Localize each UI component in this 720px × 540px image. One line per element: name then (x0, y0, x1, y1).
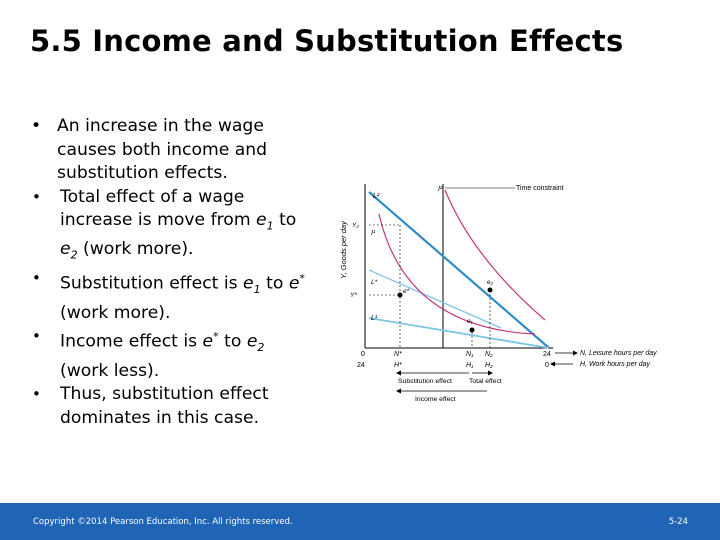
sym-e: e (202, 331, 214, 352)
sub-bullet-text: (work more). (77, 238, 194, 259)
sym-sup: * (299, 271, 305, 285)
subst-arrow-left-icon (396, 371, 401, 376)
bullet-dot-icon: • (32, 327, 41, 346)
sym-sub: 2 (257, 341, 265, 355)
sym-e: e (243, 273, 254, 294)
sub-bullet-text: Total effect of a wage increase is move from (60, 186, 257, 230)
budget-line-L2 (369, 192, 549, 348)
sub-bullet-2 (26, 267, 316, 325)
bullet-dot-icon: • (32, 268, 41, 287)
sub-bullet-4 (26, 383, 316, 430)
income-arrow-left-icon (396, 389, 401, 394)
budget-line-Lstar (369, 270, 501, 328)
bullet-dot-icon: • (32, 385, 41, 404)
bullet-dot-icon: • (32, 187, 41, 206)
slide-title: 5.5 Income and Substitution Effects (30, 24, 624, 58)
sub-bullet-3 (26, 325, 316, 383)
tick-H1: H₁ (466, 362, 474, 369)
label-I2: I² (438, 186, 443, 193)
bullet-dot-icon: • (31, 116, 42, 136)
sym-e: e (246, 331, 258, 352)
total-arrow-right-icon (488, 371, 493, 376)
sym-sup: * (213, 330, 219, 344)
label-Lstar: L* (371, 279, 378, 286)
tick-H2: H₂ (485, 362, 493, 369)
sub-bullet-text: to (218, 331, 247, 352)
sym-sub: 1 (266, 219, 274, 233)
x-axis-label-N: N, Leisure hours per day (580, 350, 657, 357)
tick-N1: N₁ (466, 351, 474, 358)
sym-e: e (60, 238, 71, 259)
sub-bullet-text: Thus, substitution effect dominates in this case. (60, 384, 269, 428)
total-effect-label: Total effect (469, 378, 502, 385)
main-bullet-text: An increase in the wage causes both income and substitution effects. (57, 116, 268, 183)
sub-bullet-1 (26, 186, 316, 267)
tick-0-h: 0 (545, 362, 549, 369)
y-axis-label: Y, Goods per day (339, 221, 348, 279)
sub-bullet-text: (work less). (60, 360, 160, 381)
x-axis-label-H: H, Work hours per day (580, 361, 651, 368)
sub-bullet-text: Income effect is (60, 331, 203, 352)
labor-leisure-diagram (335, 178, 705, 410)
sym-sub: 1 (253, 283, 261, 297)
label-Y2: Y₂ (352, 222, 359, 229)
tick-Nstar: N* (394, 351, 402, 358)
label-L1: L¹ (371, 315, 378, 322)
tick-N2: N₂ (485, 351, 493, 358)
page-number: 5-24 (668, 517, 688, 527)
indifference-curve-Istar (379, 278, 545, 333)
point-estar (398, 293, 403, 298)
label-estar: e* (403, 288, 410, 295)
sym-e: e (256, 210, 267, 230)
label-L2: L² (373, 193, 380, 200)
tick-0: 0 (361, 351, 365, 358)
bullet-list (26, 115, 316, 430)
point-e2 (488, 288, 493, 293)
copyright-text: Copyright ©2014 Pearson Education, Inc. All rights reserved. (33, 517, 293, 527)
label-e2: e₂ (487, 279, 494, 286)
sub-bullet-list (26, 186, 316, 431)
time-constraint-label: Time constraint (516, 185, 564, 192)
label-I1: I¹ (371, 230, 376, 237)
tick-24-h: 24 (357, 362, 365, 369)
main-bullet (26, 115, 316, 186)
sub-bullet-text: Substitution effect is (60, 273, 244, 294)
sub-bullet-text: (work more). (60, 302, 171, 323)
income-effect-label: Income effect (415, 396, 456, 403)
sub-bullet-text: to (260, 273, 289, 294)
label-Ystar: Y* (350, 292, 357, 299)
tick-24: 24 (543, 351, 551, 358)
sym-e: e (288, 273, 300, 294)
arrowhead-N-icon (573, 351, 578, 356)
label-e1: e₁ (467, 318, 473, 325)
arrowhead-H-icon (550, 362, 555, 367)
tick-Hstar: H* (394, 362, 402, 369)
footer-bar (0, 503, 720, 540)
point-e1 (470, 328, 475, 333)
subst-effect-label: Substitution effect (398, 378, 452, 385)
sym-sub: 2 (70, 248, 78, 262)
sub-bullet-text: to (273, 210, 297, 230)
